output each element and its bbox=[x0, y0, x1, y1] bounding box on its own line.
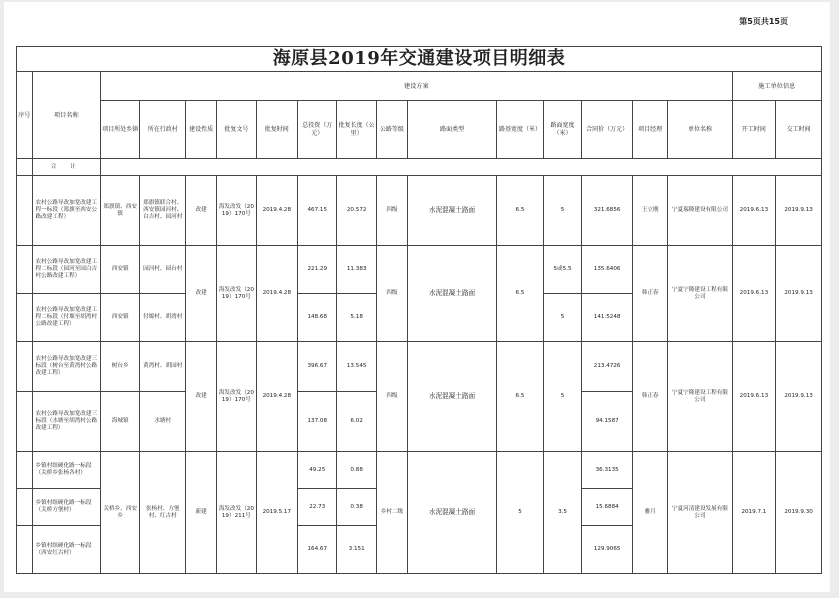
project-detail-table bbox=[16, 46, 822, 574]
page-number: 第5页共15页 bbox=[739, 17, 788, 26]
length-cell: 5.18 bbox=[337, 294, 376, 342]
surface-width-cell: 5或5.5 bbox=[543, 246, 581, 294]
start-date-cell: 2019.6.13 bbox=[732, 246, 776, 342]
title-row bbox=[17, 47, 822, 72]
township-cell: 海城镇 bbox=[101, 392, 140, 452]
header-village: 所在行政村 bbox=[140, 101, 186, 159]
table-row bbox=[17, 246, 822, 294]
row-seq bbox=[17, 342, 33, 392]
row-seq bbox=[17, 246, 33, 294]
header-unit: 单位名称 bbox=[668, 101, 732, 159]
total-row bbox=[17, 159, 822, 176]
contract-price-cell: 129.9065 bbox=[582, 526, 633, 574]
start-date-cell: 2019.6.13 bbox=[732, 342, 776, 452]
project-manager-cell: 韩正春 bbox=[633, 246, 668, 342]
village-cell: 付塬村、胡湾村 bbox=[140, 294, 186, 342]
header-manager: 项目经理 bbox=[633, 101, 668, 159]
length-cell: 3.151 bbox=[337, 526, 376, 574]
nature-cell: 改建 bbox=[186, 246, 217, 342]
village-cell: 水塘村 bbox=[140, 392, 186, 452]
project-name-cell: 农村公路导改加宽改建工程二标段（付塬至胡湾村公路改建工程） bbox=[32, 294, 100, 342]
total-label: 合 计 bbox=[32, 159, 100, 176]
township-cell: 关桥乡、西安乡 bbox=[101, 452, 140, 574]
contract-price-cell: 213.4726 bbox=[582, 342, 633, 392]
header-project-name: 项目名称 bbox=[32, 72, 100, 159]
contractor-unit-cell: 宁夏瑞隆建设有限公司 bbox=[668, 176, 732, 246]
contract-price-cell: 141.5248 bbox=[582, 294, 633, 342]
township-cell: 郑旗镇、西安镇 bbox=[101, 176, 140, 246]
length-cell: 6.02 bbox=[337, 392, 376, 452]
surface-width-cell: 5 bbox=[543, 176, 581, 246]
finish-date-cell: 2019.9.13 bbox=[776, 342, 822, 452]
project-manager-cell: 雅月 bbox=[633, 452, 668, 574]
header-surface-width: 路面宽度（米） bbox=[543, 101, 581, 159]
investment-cell: 49.25 bbox=[298, 452, 337, 489]
row-seq bbox=[17, 452, 33, 489]
table-row bbox=[17, 176, 822, 246]
header-plan-group: 建设方案 bbox=[101, 72, 733, 101]
project-name-cell: 农村公路导改加宽改建工程一标段（郑旗至西安公路改建工程） bbox=[32, 176, 100, 246]
surface-type-cell: 水泥混凝土路面 bbox=[407, 452, 496, 574]
document-page bbox=[4, 2, 830, 592]
approval-date-cell: 2019.4.28 bbox=[256, 246, 297, 342]
finish-date-cell: 2019.9.30 bbox=[776, 452, 822, 574]
row-seq bbox=[17, 489, 33, 526]
base-width-cell: 6.5 bbox=[497, 342, 544, 452]
row-seq bbox=[17, 526, 33, 574]
contract-price-cell: 321.6856 bbox=[582, 176, 633, 246]
surface-type-cell: 水泥混凝土路面 bbox=[407, 342, 496, 452]
surface-width-cell: 5 bbox=[543, 342, 581, 452]
project-name-cell: 农村公路导改加宽改建三标段（水塘至胡湾村公路改建工程） bbox=[32, 392, 100, 452]
approval-no-cell: 海发改发（2019）170号 bbox=[217, 342, 256, 452]
township-cell: 西安镇 bbox=[101, 294, 140, 342]
contract-price-cell: 135.6406 bbox=[582, 246, 633, 294]
header-row-group bbox=[17, 72, 822, 101]
row-seq bbox=[17, 294, 33, 342]
grade-cell: 四级 bbox=[376, 246, 407, 342]
project-name-cell: 乡镇村组硬化路一标段（关桥乡张杨各村） bbox=[32, 452, 100, 489]
approval-date-cell: 2019.4.28 bbox=[256, 176, 297, 246]
approval-date-cell: 2019.5.17 bbox=[256, 452, 297, 574]
contract-price-cell: 15.6884 bbox=[582, 489, 633, 526]
village-cell: 张杨村、方堡村、红古村 bbox=[140, 452, 186, 574]
header-grade: 公路等级 bbox=[376, 101, 407, 159]
project-name-cell: 乡镇村组硬化路一标段（西安红古村） bbox=[32, 526, 100, 574]
project-name-cell: 农村公路导改加宽改建工程二标段（园河至园白吉村公路改建工程） bbox=[32, 246, 100, 294]
investment-cell: 396.67 bbox=[298, 342, 337, 392]
header-base-width: 路基宽度（米） bbox=[497, 101, 544, 159]
length-cell: 0.38 bbox=[337, 489, 376, 526]
surface-type-cell: 水泥混凝土路面 bbox=[407, 246, 496, 342]
project-manager-cell: 韩正春 bbox=[633, 342, 668, 452]
village-cell: 园河村、园台村 bbox=[140, 246, 186, 294]
surface-width-cell: 3.5 bbox=[543, 452, 581, 574]
surface-width-cell: 5 bbox=[543, 294, 581, 342]
grade-cell: 乡村二级 bbox=[376, 452, 407, 574]
start-date-cell: 2019.6.13 bbox=[732, 176, 776, 246]
contractor-unit-cell: 宁夏宁隆建设工程有限公司 bbox=[668, 246, 732, 342]
table-title: 海原县2019年交通建设项目明细表 bbox=[17, 47, 822, 72]
contractor-unit-cell: 宁夏宁隆建设工程有限公司 bbox=[668, 342, 732, 452]
investment-cell: 164.67 bbox=[298, 526, 337, 574]
approval-date-cell: 2019.4.28 bbox=[256, 342, 297, 452]
length-cell: 20.572 bbox=[337, 176, 376, 246]
header-approval-no: 批复文号 bbox=[217, 101, 256, 159]
row-seq bbox=[17, 392, 33, 452]
contract-price-cell: 36.3135 bbox=[582, 452, 633, 489]
surface-type-cell: 水泥混凝土路面 bbox=[407, 176, 496, 246]
contractor-unit-cell: 宁夏河清建设发展有限公司 bbox=[668, 452, 732, 574]
approval-no-cell: 海发改发（2019）170号 bbox=[217, 246, 256, 342]
township-cell: 树台乡 bbox=[101, 342, 140, 392]
length-cell: 11.383 bbox=[337, 246, 376, 294]
header-surface: 路面类型 bbox=[407, 101, 496, 159]
header-start: 开工时间 bbox=[732, 101, 776, 159]
finish-date-cell: 2019.9.13 bbox=[776, 176, 822, 246]
length-cell: 13.545 bbox=[337, 342, 376, 392]
header-seq: 序号 bbox=[17, 72, 33, 159]
length-cell: 0.88 bbox=[337, 452, 376, 489]
header-investment: 总投资（万元） bbox=[298, 101, 337, 159]
header-length: 批复长度（公里） bbox=[337, 101, 376, 159]
row-seq bbox=[17, 176, 33, 246]
finish-date-cell: 2019.9.13 bbox=[776, 246, 822, 342]
header-finish: 交工时间 bbox=[776, 101, 822, 159]
grade-cell: 四级 bbox=[376, 176, 407, 246]
investment-cell: 221.29 bbox=[298, 246, 337, 294]
header-approval-date: 批复时间 bbox=[256, 101, 297, 159]
investment-cell: 22.73 bbox=[298, 489, 337, 526]
header-contractor-group: 施工单位信息 bbox=[732, 72, 821, 101]
start-date-cell: 2019.7.1 bbox=[732, 452, 776, 574]
nature-cell: 新建 bbox=[186, 452, 217, 574]
base-width-cell: 6.5 bbox=[497, 246, 544, 342]
approval-no-cell: 海发改发（2019）170号 bbox=[217, 176, 256, 246]
table-row bbox=[17, 342, 822, 392]
grade-cell: 四级 bbox=[376, 342, 407, 452]
township-cell: 西安镇 bbox=[101, 246, 140, 294]
nature-cell: 改建 bbox=[186, 176, 217, 246]
header-township: 项目所处乡镇 bbox=[101, 101, 140, 159]
header-contract: 合同价（万元） bbox=[582, 101, 633, 159]
investment-cell: 148.68 bbox=[298, 294, 337, 342]
contract-price-cell: 94.1587 bbox=[582, 392, 633, 452]
village-cell: 黄湾村、胡园村 bbox=[140, 342, 186, 392]
header-nature: 建设性质 bbox=[186, 101, 217, 159]
project-manager-cell: 王立刚 bbox=[633, 176, 668, 246]
approval-no-cell: 海发改发（2019）211号 bbox=[217, 452, 256, 574]
nature-cell: 改建 bbox=[186, 342, 217, 452]
project-name-cell: 乡镇村组硬化路一标段（关桥方堡村） bbox=[32, 489, 100, 526]
total-seq bbox=[17, 159, 33, 176]
base-width-cell: 5 bbox=[497, 452, 544, 574]
header-row-columns bbox=[17, 101, 822, 159]
total-values bbox=[101, 159, 822, 176]
project-name-cell: 农村公路导改加宽改建三标段（树台至黄湾村公路改建工程） bbox=[32, 342, 100, 392]
table-row bbox=[17, 452, 822, 489]
investment-cell: 137.08 bbox=[298, 392, 337, 452]
investment-cell: 467.15 bbox=[298, 176, 337, 246]
village-cell: 郑旗镇联合村、西安镇园河村、白吉村、园河村 bbox=[140, 176, 186, 246]
base-width-cell: 6.5 bbox=[497, 176, 544, 246]
